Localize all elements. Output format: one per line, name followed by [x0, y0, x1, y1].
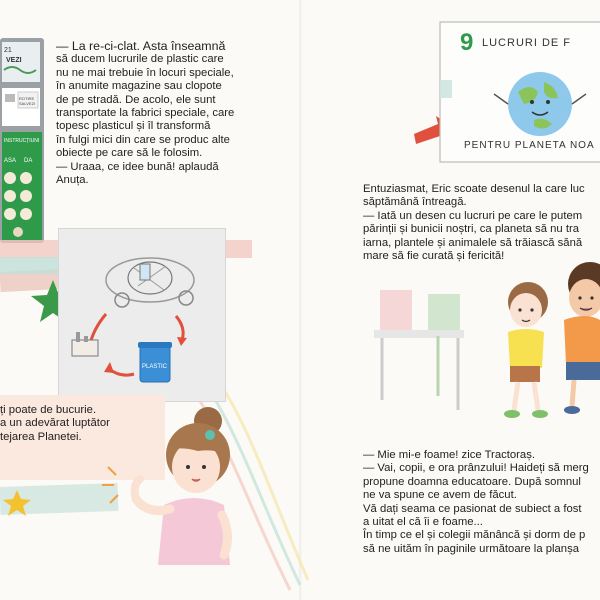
text-line: — La re-ci-clat. Asta înseamnă	[56, 39, 226, 53]
text-line: în anumite magazine sau clopote	[56, 80, 222, 93]
text-line: tejarea Planetei.	[0, 430, 82, 443]
text-line: părinții și bunicii noștri, ca planeta să nu tra	[363, 223, 580, 236]
right-paragraph-1	[363, 183, 585, 263]
recycling-truck-icon	[106, 258, 194, 307]
svg-text:SALVEZI: SALVEZI	[19, 101, 36, 106]
text-line: Vă dați seama ce pasionat de subiect a fost	[363, 502, 582, 515]
text-line: iarna, plantele și animalele să trăiască sănă	[363, 236, 583, 249]
girl-clapping-illustration	[100, 405, 250, 595]
text-line: topesc plasticul și îl transformă	[56, 120, 211, 133]
drawing-caption: PENTRU PLANETA NOA	[464, 140, 595, 151]
text-line: mare să fie curată și fericită!	[363, 250, 505, 263]
text-line: ți poate de bucurie.	[0, 404, 97, 416]
recycling-cycle-illustration	[58, 228, 224, 400]
text-line: a un adevărat luptător	[0, 417, 110, 430]
machine-label-green-1: INSTRUCȚIUNI	[4, 138, 40, 144]
svg-text:21: 21	[4, 47, 12, 54]
text-line: Anuța.	[56, 174, 89, 187]
text-line: — Iată un desen cu lucruri pe care le putem	[363, 209, 583, 222]
text-line: transportate la fabrici speciale, care	[56, 107, 235, 120]
svg-text:ROTIRE: ROTIRE	[19, 96, 35, 101]
text-line: propune doamna educatoare. După somnul	[363, 475, 581, 488]
text-line: obiecte pe care să le folosim.	[56, 147, 203, 160]
text-line: a uitat el că îi e foame...	[363, 516, 483, 529]
text-line: Entuziasmat, Eric scoate desenul la care luc	[363, 183, 585, 195]
text-line: în fulgi mici din care se produc alte	[56, 133, 230, 146]
text-line: nu ne mai trebuie în locuri speciale,	[56, 66, 234, 79]
machine-label-top: VEZI	[6, 57, 22, 64]
yellow-star-icon	[2, 488, 32, 518]
machine-label-green-2: ASA	[4, 158, 17, 164]
text-line: — Mie mi-e foame! zice Tractoraș.	[363, 449, 536, 461]
recycling-machine-illustration	[0, 38, 46, 243]
text-line: — Vai, copii, e ora prânzului! Haideți să merg	[363, 462, 589, 475]
bin-label: PLASTIC	[142, 364, 168, 370]
text-line: — Uraaa, ce idee bună! aplaudă	[56, 160, 219, 173]
left-paragraph-2	[0, 404, 110, 444]
text-line: să ducem lucrurile de plastic care	[56, 53, 224, 66]
left-paragraph-1	[56, 40, 234, 187]
plastic-bin-icon	[138, 342, 172, 382]
drawing-number: 9	[460, 29, 474, 56]
planet-drawing-paper	[438, 20, 600, 165]
text-line: să ne uităm în paginile următoare la planșa	[363, 542, 580, 555]
text-line: săptămână întreagă.	[363, 196, 467, 209]
machine-label-green-3: DA	[24, 158, 33, 164]
drawing-title: LUCRURI DE F	[482, 37, 572, 49]
text-line: de pe stradă. De acolo, ele sunt	[56, 93, 216, 106]
right-paragraph-2	[363, 449, 589, 556]
text-line: În timp ce el și colegii mănâncă și dorm de p	[363, 529, 586, 542]
text-line: ne va spune ce avem de făcut.	[363, 489, 517, 502]
children-walking-illustration	[368, 260, 600, 430]
washi-tape-mint	[0, 257, 58, 274]
